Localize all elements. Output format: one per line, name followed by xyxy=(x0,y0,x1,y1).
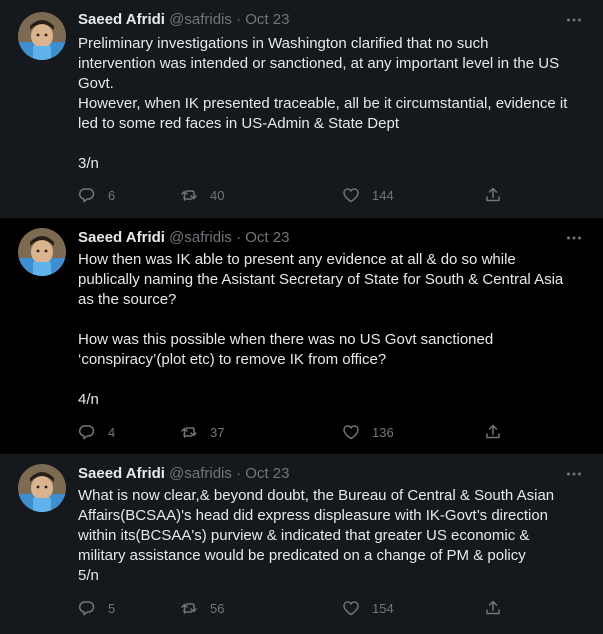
header-separator: · xyxy=(236,11,242,28)
retweet-count: 37 xyxy=(210,424,225,440)
tweet-4[interactable] xyxy=(0,218,603,454)
heart-icon xyxy=(342,599,360,617)
tweet-text xyxy=(78,34,588,174)
tweet-line: military assistance would be predicated on a change of PM & policy xyxy=(78,547,526,564)
reply-icon xyxy=(78,186,96,204)
tweet-3[interactable] xyxy=(0,0,603,218)
author-name[interactable]: Saeed Afridi xyxy=(78,465,165,482)
share-icon xyxy=(484,186,502,204)
blank-line xyxy=(78,370,588,390)
reply-count: 4 xyxy=(108,424,116,440)
share-icon xyxy=(484,423,502,441)
thread-counter: 3/n xyxy=(78,155,99,172)
like-count: 136 xyxy=(372,424,394,440)
retweet-count: 40 xyxy=(210,187,225,203)
author-avatar[interactable] xyxy=(18,464,66,512)
like-count: 154 xyxy=(372,600,394,616)
author-avatar[interactable] xyxy=(18,12,66,60)
reply-icon xyxy=(78,423,96,441)
like-button[interactable] xyxy=(342,422,394,442)
tweet-header xyxy=(78,228,289,248)
like-count: 144 xyxy=(372,187,394,203)
tweet-line: Govt. xyxy=(78,75,114,92)
more-horizontal-icon[interactable] xyxy=(565,465,583,483)
blank-line xyxy=(78,134,588,154)
heart-icon xyxy=(342,186,360,204)
tweet-text xyxy=(78,250,588,410)
more-horizontal-icon[interactable] xyxy=(565,11,583,29)
tweet-text xyxy=(78,486,588,586)
tweet-header xyxy=(78,464,289,484)
blank-line xyxy=(78,310,588,330)
tweet-line: What is now clear,& beyond doubt, the Bureau of Central & South Asian xyxy=(78,487,555,504)
tweet-line: However, when IK presented traceable, all be it circumstantial, evidence it xyxy=(78,95,568,112)
header-separator: · xyxy=(236,465,242,482)
tweet-line: within its(BCSAA's) purview & indicated that greater US economic & xyxy=(78,527,530,544)
author-handle[interactable]: @safridis xyxy=(169,229,232,246)
tweet-line: Affairs(BCSAA)'s head did express displeasure with IK-Govt’s direction xyxy=(78,507,549,524)
tweet-date[interactable]: Oct 23 xyxy=(245,11,290,28)
reply-button[interactable] xyxy=(78,422,115,442)
author-name[interactable]: Saeed Afridi xyxy=(78,229,165,246)
retweet-button[interactable] xyxy=(180,422,224,442)
share-button[interactable] xyxy=(484,422,502,442)
tweet-line: How was this possible when there was no US Govt sanctioned xyxy=(78,331,494,348)
retweet-button[interactable] xyxy=(180,185,224,205)
tweet-line: How then was IK able to present any evidence at all & do so while xyxy=(78,251,516,268)
reply-button[interactable] xyxy=(78,598,115,618)
author-avatar[interactable] xyxy=(18,228,66,276)
retweet-icon xyxy=(180,423,198,441)
tweet-line: intervention was intended or sanctioned, at any important level in the US xyxy=(78,55,560,72)
action-bar xyxy=(78,598,508,618)
reply-count: 6 xyxy=(108,187,116,203)
reply-button[interactable] xyxy=(78,185,115,205)
more-horizontal-icon[interactable] xyxy=(565,229,583,247)
tweet-line: publically naming the Asistant Secretary of State for South & Central Asia xyxy=(78,271,564,288)
tweet-date[interactable]: Oct 23 xyxy=(245,465,290,482)
header-separator: · xyxy=(236,229,242,246)
tweet-line: led to some red faces in US-Admin & State Dept xyxy=(78,115,399,132)
share-button[interactable] xyxy=(484,185,502,205)
tweet-line: as the source? xyxy=(78,291,177,308)
reply-count: 5 xyxy=(108,600,116,616)
retweet-button[interactable] xyxy=(180,598,224,618)
tweet-5[interactable] xyxy=(0,454,603,634)
retweet-icon xyxy=(180,599,198,617)
like-button[interactable] xyxy=(342,185,394,205)
tweet-date[interactable]: Oct 23 xyxy=(245,229,290,246)
heart-icon xyxy=(342,423,360,441)
author-handle[interactable]: @safridis xyxy=(169,11,232,28)
action-bar xyxy=(78,422,508,442)
thread-counter: 5/n xyxy=(78,567,99,584)
reply-icon xyxy=(78,599,96,617)
tweet-line: Preliminary investigations in Washington clarified that no such xyxy=(78,35,489,52)
author-handle[interactable]: @safridis xyxy=(169,465,232,482)
tweet-header xyxy=(78,10,289,30)
action-bar xyxy=(78,185,508,205)
retweet-count: 56 xyxy=(210,600,225,616)
retweet-icon xyxy=(180,186,198,204)
share-button[interactable] xyxy=(484,598,502,618)
like-button[interactable] xyxy=(342,598,394,618)
tweet-line: ‘conspiracy’(plot etc) to remove IK from office? xyxy=(78,351,387,368)
thread-counter: 4/n xyxy=(78,391,99,408)
author-name[interactable]: Saeed Afridi xyxy=(78,11,165,28)
share-icon xyxy=(484,599,502,617)
